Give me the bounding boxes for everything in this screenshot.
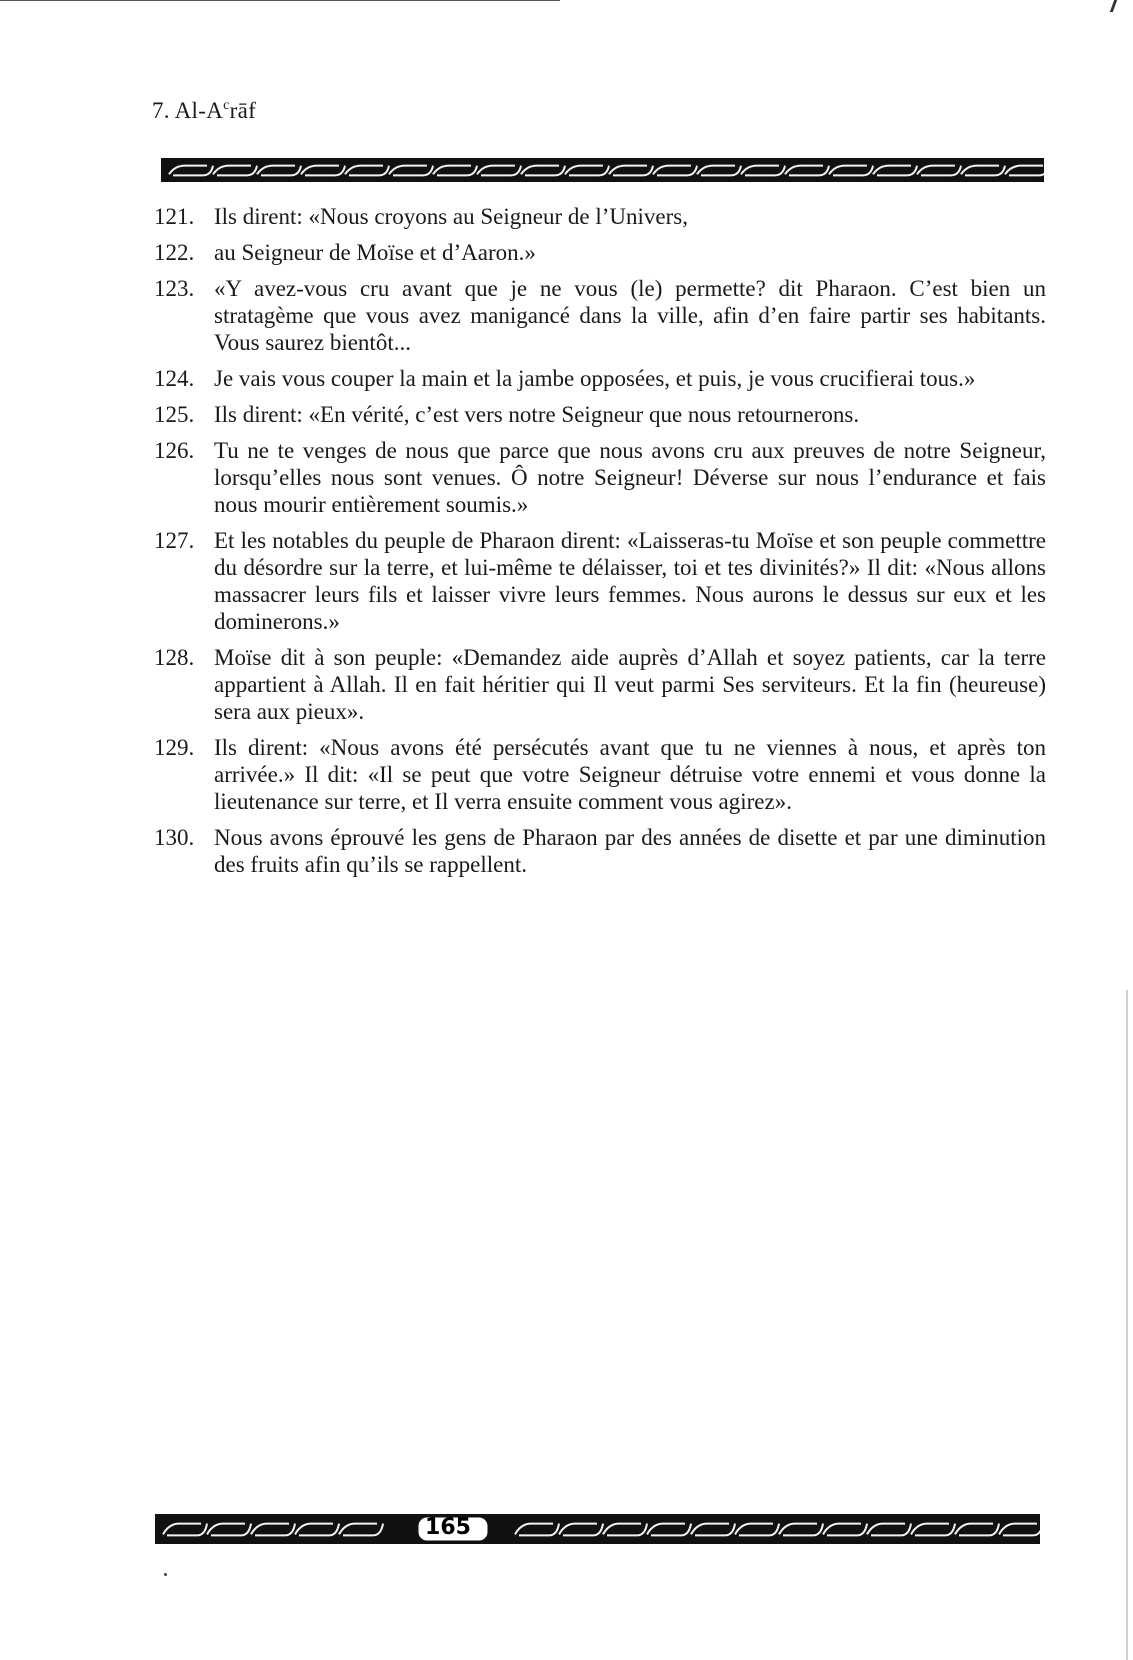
verse-text: au Seigneur de Moïse et d’Aaron.» (214, 240, 536, 265)
verse-item (154, 437, 1046, 518)
verse-text: Ils dirent: «Nous avons été persécutés avant que tu ne viennes à nous, et après ton arrivée.» Il dit: «Il se peut que votre Seigneur détruise votre ennemi et vous donne la lieutenance sur terre, et Il verra ensuite comment vous agirez». (214, 735, 1046, 814)
verse-text: Ils dirent: «Nous croyons au Seigneur de l’Univers, (214, 204, 688, 229)
verse-item (154, 275, 1046, 356)
running-header (152, 98, 256, 124)
verse-item (154, 401, 1046, 428)
verse-number: 123. (154, 276, 195, 301)
ornamental-band-top (161, 158, 1044, 182)
verse-number: 125. (154, 402, 195, 427)
chain-ornament (161, 158, 1044, 182)
verse-list (154, 203, 1046, 887)
verse-item (154, 824, 1046, 878)
verse-number: 129. (154, 735, 195, 760)
verse-number: 124. (154, 366, 195, 391)
verse-number: 122. (154, 240, 195, 265)
verse-number: 127. (154, 528, 195, 553)
ornamental-band-footer (155, 1514, 1040, 1544)
verse-text: Ils dirent: «En vérité, c’est vers notre Seigneur que nous retournerons. (214, 402, 860, 427)
chain-ornament-footer (155, 1514, 1040, 1544)
verse-item (154, 527, 1046, 635)
verse-item (154, 203, 1046, 230)
verse-text: Et les notables du peuple de Pharaon dirent: «Laisseras-tu Moïse et son peuple commettre du désordre sur la terre, et lui-même te délaisser, toi et tes divinités?» Il dit: «Nous allons massacrer leurs fils et laisser vivre leurs femmes. Nous aurons le dessus sur eux et les dominerons.» (214, 528, 1046, 634)
scan-top-rule (0, 0, 560, 1)
verse-item (154, 365, 1046, 392)
verse-text: Nous avons éprouvé les gens de Pharaon par des années de disette et par une diminution des fruits afin qu’ils se rappellent. (214, 825, 1046, 877)
verse-text: Tu ne te venges de nous que parce que nous avons cru aux preuves de notre Seigneur, lorsqu’elles nous sont venues. Ô notre Seigneur! Déverse sur nous l’endurance et fais nous mourir entièrement soumis.» (214, 438, 1046, 517)
scan-right-edge (1126, 990, 1128, 1660)
surah-title-ayn: c (223, 98, 230, 113)
scan-speck (164, 1573, 167, 1576)
verse-number: 130. (154, 825, 195, 850)
verse-item (154, 239, 1046, 266)
band-background (161, 158, 1044, 182)
verse-text: Je vais vous couper la main et la jambe opposées, et puis, je vous crucifierai tous.» (214, 366, 976, 391)
verse-number: 121. (154, 204, 195, 229)
surah-title-suffix: rāf (229, 98, 257, 123)
verse-text: Moïse dit à son peuple: «Demandez aide auprès d’Allah et soyez patients, car la terre appartient à Allah. Il en fait héritier qui Il veut parmi Ses serviteurs. Et la fin (heureuse) sera aux pieux». (214, 645, 1046, 724)
verse-number: 126. (154, 438, 195, 463)
band-background (155, 1514, 1040, 1544)
surah-title-prefix: 7. Al-A (152, 98, 224, 123)
scan-corner-mark (1110, 0, 1117, 12)
verse-text: «Y avez-vous cru avant que je ne vous (le) permette? dit Pharaon. C’est bien un stratagème que vous avez manigancé dans la ville, afin d’en faire partir ses habitants. Vous saurez bientôt... (214, 276, 1046, 355)
verse-number: 128. (154, 645, 195, 670)
verse-item (154, 734, 1046, 815)
verse-item (154, 644, 1046, 725)
page-number: 165 (425, 1515, 471, 1540)
